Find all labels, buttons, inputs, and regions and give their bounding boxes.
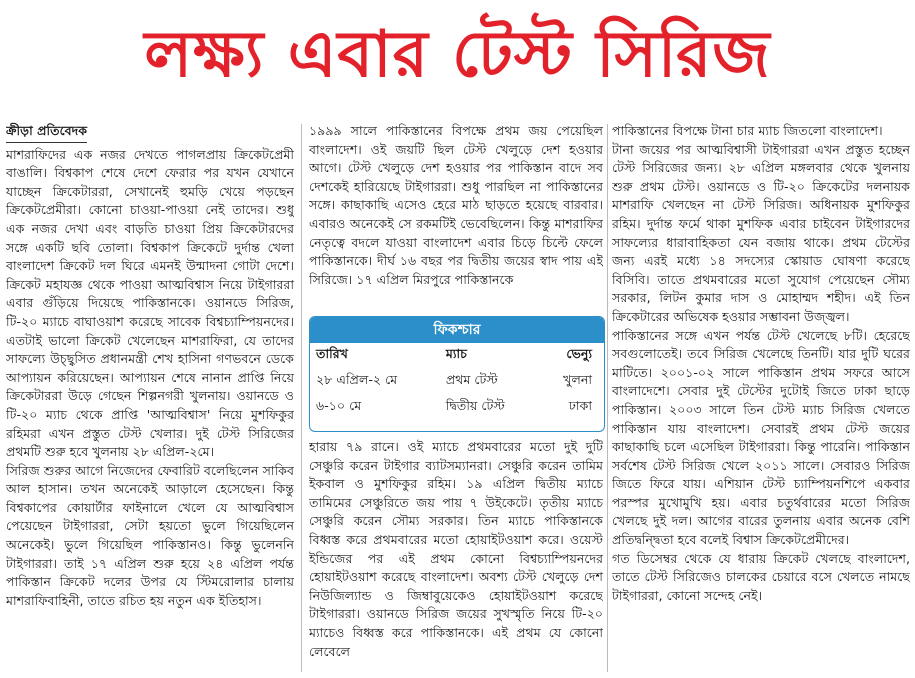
fixture-row: [310, 369, 604, 395]
column-divider: [607, 124, 608, 672]
byline: ক্রীড়া প্রতিবেদক: [6, 122, 87, 143]
paragraph: হারায় ৭৯ রানে। ওই ম্যাচে প্রথমবারের মতো দুই দুটি সেঞ্চুরি করেন টাইগার ব্যাটসম্যানরা। সেঞ্চুরি করেন তামিম ইকবাল ও মুশফিকুর রহিম। ১৯ এপ্রিল দ্বিতীয় ম্যাচে তামিমের সেঞ্চুরিতে জয় পায় ৭ উইকেটে। তৃতীয় ম্যাচে সেঞ্চুরি করেন সৌম্য সরকার। তিন ম্যাচে পাকিস্তানকে বিধ্বস্ত করে প্রথমবারের মতো হোয়াইটওয়াশ করে। ওয়েস্ট ইন্ডিজের পর এই প্রথম কোনো বিশ্বচ্যাম্পিয়নদের হোয়াইটওয়াশ করেছে বাংলাদেশ। অবশ্য টেস্ট খেলুড়ে দেশ নিউজিল্যান্ড ও জিম্বাবুয়েকেও হোয়াইটওয়াশ করেছে টাইগাররা। ওয়ানডে সিরিজ জয়ের সুখস্মৃতি নিয়ে টি-২০ ম্যাচেও বিধ্বস্ত করে পাকিস্তানকে। এই প্রথম যে কোনো লেবেলে: [309, 439, 603, 659]
fixture-date: ২৮ এপ্রিল-২ মে: [316, 372, 398, 387]
fixture-header-row: [310, 343, 604, 369]
paragraph: পাকিস্তানের বিপক্ষে টানা চার ম্যাচ জিতলো বাংলাদেশ।: [612, 123, 883, 138]
fixture-header-match: ম্যাচ: [445, 346, 467, 361]
fixture-match: প্রথম টেস্ট: [445, 372, 498, 387]
fixture-venue: ঢাকা: [568, 398, 592, 413]
paragraph: পাকিস্তানের সঙ্গে এখন পর্যন্ত টেস্ট খেলেছে ৮টি। হেরেছে সবগুলোতেই। তবে সিরিজ খেলেছে তিনটি। যার দুটি ঘরের মাটিতে। ২০০১-০২ সালে পাকিস্তান প্রথম সফরে আসে বাংলাদেশে। সেবার দুই টেস্টের দুটোই জিতে ঢাকা ছাড়ে পাকিস্তান। ২০০৩ সালে তিন টেস্ট ম্যাচ সিরিজ খেলতে পাকিস্তান যায় বাংলাদেশ। সেবারই প্রথম টেস্ট জয়ের কাছাকাছি চলে এসেছিল টাইগাররা। কিন্তু পারেনি। পাকিস্তান সর্বশেষ টেস্ট সিরিজ খেলে ২০১১ সালে। সেবারও সিরিজ জিতে ফিরে যায়। এশিয়ান টেস্ট চ্যাম্পিয়নশিপে একবার পরস্পর মুখোমুখি হয়। এবার চতুর্থবারের মতো সিরিজ খেলছে দুই দল। আগের বারের তুলনায় এবার অনেক বেশি প্রতিদ্বন্দ্বিতা হবে বলেই বিশ্বাস ক্রিকেটপ্রেমীদের।: [612, 327, 910, 548]
article-column-3: [612, 122, 910, 674]
fixture-header-venue: ভেন্যু: [566, 346, 592, 361]
article-column-2-bottom: [309, 438, 603, 674]
paragraph: টানা জয়ের পর আত্মবিশ্বাসী টাইগাররা এখন প্রস্তুত হচ্ছেন টেস্ট সিরিজের জন্য। ২৮ এপ্রিল মঙ্গলবার থেকে খুলনায় শুরু প্রথম টেস্ট। ওয়ানডে ও টি-২০ ক্রিকেটের দলনায়ক মাশরাফি খেলছেন না টেস্ট সিরিজ। অধিনায়ক মুশফিকুর রহিম। দুর্দান্ত ফর্মে থাকা মুশফিক এবার চাইবেন টাইগারদের সাফল্যের ধারাবাহিকতা যেন বজায় থাকে। প্রথম টেস্টের জন্য এরই মধ্যে ১৪ সদস্যের স্কোয়াড ঘোষণা করেছে বিসিবি। তাতে প্রথমবারের মতো সুযোগ পেয়েছেন সৌম্য সরকার, লিটন কুমার দাস ও মোহাম্মদ শহীদ। এই তিন ক্রিকেটারের অভিষেক হওয়ার সম্ভাবনা উজ্জ্বল।: [612, 141, 910, 324]
fixture-match: দ্বিতীয় টেস্ট: [445, 398, 505, 413]
headline: লক্ষ্য এবার টেস্ট সিরিজ: [144, 17, 771, 92]
fixture-venue: খুলনা: [563, 372, 592, 387]
paragraph: ১৯৯৯ সালে পাকিস্তানের বিপক্ষে প্রথম জয় পেয়েছিল বাংলাদেশ। ওই জয়টি ছিল টেস্ট খেলুড়ে দেশ হওয়ার আগে। টেস্ট খেলুড়ে দেশ হওয়ার পর পাকিস্তান বাদে সব দেশকেই হারিয়েছে টাইগাররা। শুধু পারছিল না পাকিস্তানের সঙ্গে। কাছাকাছি এসেও হেরে মাঠ ছাড়তে হয়েছে বারবার। এবারও অনেকেই সে রকমটিই ভেবেছিলেন। কিন্তু মাশরাফির নেতৃত্বে বদলে যাওয়া বাংলাদেশ এবার চিড়ে চিল্টে ফেলে পাকিস্তানকে। দীর্ঘ ১৬ বছর পর দ্বিতীয় জয়ের স্বাদ পায় এই সিরিজে। ১৭ এপ্রিল মিরপুরে পাকিস্তানকে: [309, 123, 603, 287]
fixture-box: [309, 316, 605, 432]
paragraph: গত ডিসেম্বর থেকে যে ধারায় ক্রিকেট খেলছে বাংলাদেশ, তাতে টেস্ট সিরিজেও চালকের চেয়ারে বসে খেলতে নামছে টাইগাররা, কোনো সন্দেহ নেই।: [612, 550, 910, 603]
fixture-date: ৬-১০ মে: [316, 398, 362, 413]
fixture-table: [310, 343, 604, 421]
paragraph: মাশরাফিদের এক নজর দেখতে পাগলপ্রায় ক্রিকেটপ্রেমী বাঙালি। বিশ্বকাপ শেষে দেশে ফেরার পর যখন যেখানে যাচ্ছেন ক্রিকেটাররা, সেখানেই হুমড়ি খেয়ে পড়ছেন ক্রিকেটপ্রেমীরা। কোনো চাওয়া-পাওয়া নেই তাদের। শুধু এক নজর দেখা এবং বাড়তি চাওয়া প্রিয় ক্রিকেটারদের সঙ্গে একটি ছবি তোলা। বিশ্বকাপ ক্রিকেটে দুর্দান্ত খেলা বাংলাদেশ ক্রিকেট দল ঘিরে এমনই উন্মাদনা গোটা দেশে। ক্রিকেট মহাযজ্ঞ থেকে পাওয়া আত্মবিশ্বাস নিয়ে টাইগাররা এবার গুঁড়িয়ে দিয়েছে পাকিস্তানকে। ওয়ানডে সিরিজ, টি-২০ ম্যাচে বাঘাওয়াশ করেছে সাবেক বিশ্বচ্যাম্পিয়নদের। এতটাই ভালো ক্রিকেট খেলেছেন মাশরাফিরা, যে তাদের সাফল্যে উচ্ছ্বসিত প্রধানমন্ত্রী শেখ হাসিনা গণভবনে ডেকে আপ্যায়ন করিয়েছেন। আপ্যায়ন শেষে নানান প্রাপ্তি নিয়ে ক্রিকেটাররা উড়ে গেছেন শিল্পনগরী খুলনায়। ওয়ানডে ও টি-২০ ম্যাচ থেকে প্রাপ্তি 'আত্মবিশ্বাস' নিয়ে মুশফিকুর রহিমরা এখন প্রস্তুত টেস্ট খেলার। দুই টেস্ট সিরিজের প্রথমটি শুরু হবে খুলনায় ২৮ এপ্রিল-২মে।: [6, 146, 294, 460]
column-divider: [301, 124, 302, 672]
fixture-header-date: তারিখ: [316, 346, 348, 361]
fixture-row: [310, 395, 604, 421]
article-column-2-top: [309, 122, 603, 310]
paragraph: সিরিজ শুরুর আগে নিজেদের ফেবারিট বলেছিলেন সাকিব আল হাসান। তখন অনেকেই আড়ালে হেসেছেন। কিন্তু বিশ্বকাপের কোয়ার্টার ফাইনালে খেলে যে আত্মবিশ্বাস পেয়েছেন টাইগাররা, সেটা হয়তো ভুলে গিয়েছিলেন অনেকেই। ভুলে গিয়েছিল পাকিস্তানও। কিন্তু ভুলেননি টাইগাররা। তাই ১৭ এপ্রিল শুরু হয়ে ২৪ এপ্রিল পর্যন্ত পাকিস্তান ক্রিকেট দলের উপর যে স্টিমরোলার চালায় মাশরাফিবাহিনী, তাতে রচিত হয় নতুন এক ইতিহাস।: [6, 462, 294, 608]
article-column-1: [6, 122, 294, 674]
fixture-title: ফিকশ্চার: [310, 317, 604, 343]
